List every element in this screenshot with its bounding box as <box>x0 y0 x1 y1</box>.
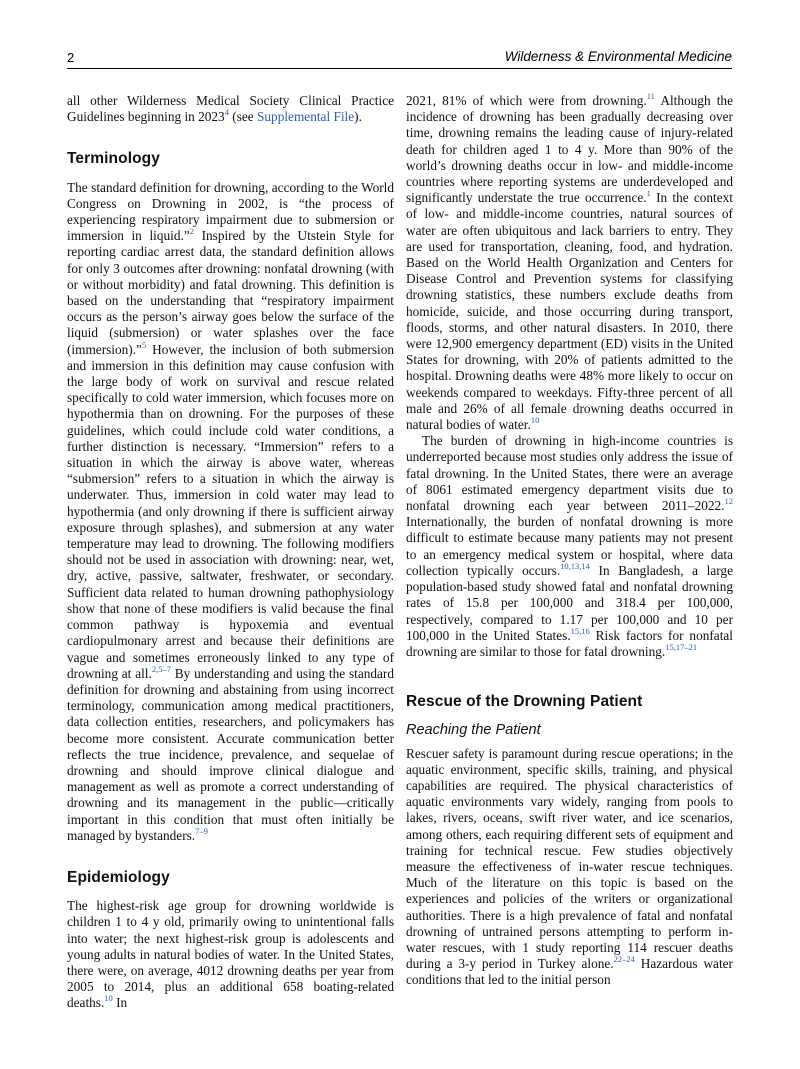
right-column <box>406 93 733 989</box>
rescue-paragraph: Rescuer safety is paramount during rescue operations; in the aquatic environment, specific skills, training, and physical capabilities are required. The physical characteristics of aquatic environments vary widely, ranging from pools to lakes, rivers, oceans, swift river water, and ice scenarios, among others, each requiring different sets of equipment and training for technical rescue. Few studies objectively measure the effectiveness of in-water rescue techniques. Much of the literature on this topic is based on the experiences and policies of the writers or organizational authorities. There is a high prevalence of fatal and nonfatal drowning of untrained persons attempting to perform in-water rescues, with 1 study reporting 114 rescuer deaths during a 3-y period in Turkey alone.$^{22-24}$ Hazardous water conditions that led to the initial person <box>406 745 733 988</box>
citation[interactable]: 11 <box>646 91 655 101</box>
running-header <box>67 48 732 69</box>
citation[interactable]: 22–24 <box>613 954 635 965</box>
reaching-subheading: Reaching the Patient <box>406 722 541 739</box>
intro-paragraph: all other Wilderness Medical Society Clinical Practice Guidelines beginning in 2023$^4$ (see Supplemental File). <box>67 93 394 125</box>
supplemental-file-link[interactable]: Supplemental File <box>257 109 355 125</box>
rescue-heading: Rescue of the Drowning Patient <box>406 693 643 711</box>
burden-paragraph: The burden of drowning in high-income countries is underreported because most studies only address the issue of fatal drowning. In the United States, there were an average of 8061 estimated emergency department visits due to nonfatal drowning each year between 2011–2022.12 Internationally, the burden of nonfatal drowning is more difficult to estimate because many patients may not present to an emergency medical system or hospital, where data collection typically occurs.$^{10,13,14}$ In Bangladesh, a large population-based study showed fatal and nonfatal drowning rates of 15.8 per 100,000 and 318.4 per 100,000, respectively, compared to 1.17 per 100,000 and 10 per 100,000 in the United States.$^{15,16}$ Risk factors for nonfatal drowning are similar to those for fatal drowning.$^{15,17-21}$ <box>406 433 733 659</box>
terminology-paragraph: The standard definition for drowning, according to the World Congress on Drowning in 2002, is “the process of experiencing respiratory impairment due to submersion or immersion in liquid.”$^2$ Inspired by the Utstein Style for reporting cardiac arrest data, the standard definition allows for only 3 outcomes after drowning: nonfatal drowning (with or without morbidity) and fatal drowning. This definition is based on the understanding that “respiratory impairment occurs as the person’s airway goes below the surface of the liquid (submersion) or water splashes over the face (immersion).”$^5$ However, the inclusion of both submersion and immersion in this definition may cause confusion with the large body of work on survival and rescue related specifically to cold water immersion, which focuses more on hypothermia than on drowning. For the purposes of these guidelines, which could include cold water conditions, a further distinction is necessary. “Immersion” refers to a situation in which the airway is above water, whereas “submersion” refers to a situation in which the airway is underwater. Thus, immersion in cold water may lead to hypothermia (and only drowning if there is sufficient airway exposure through splashes), and submersion at any water temperature may lead to drowning. The following modifiers should not be used in association with drowning: near, wet, dry, active, passive, saltwater, freshwater, or secondary. Sufficient data related to human drowning pathophysiology show that none of these modifiers is valid because the final common pathway is hypoxemia and eventual cardiopulmonary arrest and because their definitions are vague and sometimes erroneously linked to any type of drowning at all.$^{2,5-7}$ By understanding and using the standard definition for drowning and abstaining from using incorrect terminology, communication among medical practitioners, data collection entities, researchers, and policymakers has become more consistent. Accurate communication better reflects the true incidence, prevalence, and sequelae of drowning and should improve clinical dialogue and management as well as promote a correct understanding of drowning and its management in the public—critically important in this condition that must often initially be managed by bystanders.$^{7-9}$ <box>67 179 394 843</box>
citation[interactable]: 10 <box>530 415 540 426</box>
citation[interactable]: 5 <box>141 339 147 350</box>
citation[interactable]: 15,16 <box>570 625 590 636</box>
left-column <box>67 93 394 1012</box>
citation[interactable]: 7–9 <box>195 825 208 836</box>
epidemiology-paragraph: The highest-risk age group for drowning worldwide is children 1 to 4 y old, primarily owing to unintentional falls into water; the next highest-risk group is adolescents and young adults in natural bodies of water. In the United States, there were, on average, 4012 drowning deaths per year from 2005 to 2014, plus an additional 658 boating-related deaths.$^{10}$ In <box>67 898 394 1011</box>
citation[interactable]: 4 <box>224 107 229 118</box>
journal-title: Wilderness & Environmental Medicine <box>504 49 732 64</box>
terminology-heading: Terminology <box>67 150 160 168</box>
page-number: 2 <box>67 50 75 65</box>
epidemiology-heading: Epidemiology <box>67 868 170 886</box>
citation[interactable]: 10 <box>104 993 113 1004</box>
citation[interactable]: 1 <box>646 188 651 199</box>
citation[interactable]: 12 <box>724 496 733 507</box>
citation[interactable]: 15,17–21 <box>665 641 698 652</box>
epidemiology-continued-paragraph: 2021, 81% of which were from drowning.$^{11}$ Although the incidence of drowning has been gradually decreasing over time, drowning remains the leading cause of injury-related death for children aged 1 to 4 y. More than 90% of the world’s drowning deaths occur in low- and middle-income countries where reporting systems are underdeveloped and significantly understate the true occurrence.$^1$ In the context of low- and middle-income countries, natural sources of water are often ubiquitous and lack barriers to entry. They are used for transportation, cleaning, food, and hydration. Based on the World Health Organization and Centers for Disease Control and Prevention systems for classifying drowning statistics, these numbers exclude deaths from homicide, suicide, and those occurring during transport, floods, storms, and other natural disasters. In 2010, there were 12,900 emergency department (ED) visits in the United States for drowning, with 20% of patients admitted to the hospital. Drowning deaths were 48% more likely to occur on weekends compared to weekdays. Fifty-three percent of all male and 26% of all female drowning deaths occurred in natural bodies of water.$^{10}$ <box>406 91 733 433</box>
citation[interactable]: 10,13,14 <box>560 560 590 571</box>
citation[interactable]: 2 <box>189 226 194 237</box>
citation[interactable]: 2,5–7 <box>151 663 171 674</box>
